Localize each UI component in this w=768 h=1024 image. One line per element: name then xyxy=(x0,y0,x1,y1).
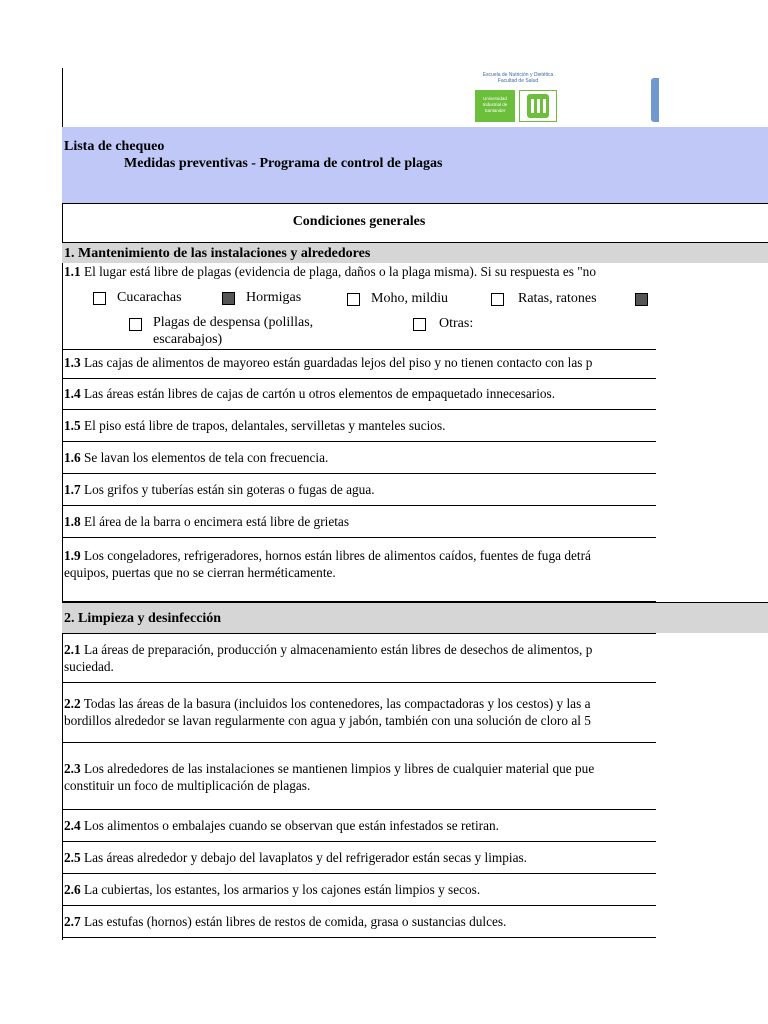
pest-checkbox-cucarachas[interactable] xyxy=(93,292,106,305)
question-text: El lugar está libre de plagas (evidencia de plaga, daños o la plaga misma). Si su respuesta es "no xyxy=(80,264,596,279)
question-number: 1.4 xyxy=(64,386,81,401)
conditions-heading: Condiciones generales xyxy=(292,214,426,229)
header-band xyxy=(62,127,768,204)
question-text: La cubiertas, los estantes, los armarios y los cajones están limpios y secos. xyxy=(80,882,481,897)
pest-label: Otras: xyxy=(439,316,474,331)
question-2-7 xyxy=(62,906,656,938)
question-number: 2.6 xyxy=(64,882,81,897)
question-text-continued: constituir un foco de multiplicación de plagas. xyxy=(64,778,311,793)
logo-school-text: Escuela de Nutrición y Dietética xyxy=(482,72,554,78)
pest-checkbox-hormigas[interactable] xyxy=(222,292,235,305)
question-text-continued: equipos, puertas que no se cierran herméticamente. xyxy=(64,565,336,580)
question-text: Todas las áreas de la basura (incluidos los contenedores, las compactadoras y los cestos) y las a xyxy=(80,696,591,711)
question-number: 1.8 xyxy=(64,514,81,529)
question-text: Los grifos y tuberías están sin goteras o fugas de agua. xyxy=(80,482,375,497)
pest-checkbox-moho[interactable] xyxy=(347,293,360,306)
question-number: 1.1 xyxy=(64,264,81,279)
question-number: 2.7 xyxy=(64,914,81,929)
page-subtitle: Medidas preventivas - Programa de control de plagas xyxy=(124,156,443,171)
question-text-continued: suciedad. xyxy=(64,659,114,674)
question-number: 1.5 xyxy=(64,418,81,433)
question-1-8 xyxy=(62,506,656,538)
pest-label: Cucarachas xyxy=(117,290,182,305)
question-number: 2.5 xyxy=(64,850,81,865)
question-text: Las áreas alrededor y debajo del lavaplatos y del refrigerador están secas y limpias. xyxy=(80,850,527,865)
question-1-7 xyxy=(62,474,656,506)
question-text: El área de la barra o encimera está libre de grietas xyxy=(80,514,349,529)
page-title: Lista de chequeo xyxy=(64,139,165,154)
question-number: 1.6 xyxy=(64,450,81,465)
question-1-4 xyxy=(62,379,656,410)
pest-label: Moho, mildiu xyxy=(371,291,449,306)
question-text: La áreas de preparación, producción y almacenamiento están libres de desechos de alimentos, p xyxy=(80,642,593,657)
pest-checkbox-otras[interactable] xyxy=(413,318,426,331)
question-text-continued: bordillos alrededor se lavan regularmente con agua y jabón, también con una solución de cloro al 5 xyxy=(64,713,591,728)
question-1-5 xyxy=(62,410,656,442)
question-number: 2.4 xyxy=(64,818,81,833)
decorative-tab xyxy=(651,78,659,122)
pest-label: Ratas, ratones xyxy=(518,291,597,306)
uis-emblem-icon xyxy=(519,90,557,122)
question-number: 2.2 xyxy=(64,696,81,711)
question-number: 2.3 xyxy=(64,761,81,776)
question-text: Los alrededores de las instalaciones se mantienen limpios y libres de cualquier material que pue xyxy=(80,761,595,776)
logo-university-block xyxy=(475,90,515,122)
question-2-5 xyxy=(62,842,656,874)
pest-checkbox-ratas[interactable] xyxy=(491,293,504,306)
question-number: 1.9 xyxy=(64,548,81,563)
section-heading-1: 1. Mantenimiento de las instalaciones y alrededores xyxy=(62,242,768,263)
pest-checkbox-despensa[interactable] xyxy=(129,318,142,331)
question-text: Se lavan los elementos de tela con frecuencia. xyxy=(80,450,329,465)
logo-university-text: Universidad Industrial de Santander xyxy=(482,96,508,113)
question-2-2 xyxy=(62,683,656,743)
question-2-6 xyxy=(62,874,656,906)
question-text: Los congeladores, refrigeradores, hornos están libres de alimentos caídos, fuentes de fuga detrá xyxy=(80,548,591,563)
question-2-3 xyxy=(62,743,656,810)
question-2-1 xyxy=(62,633,656,683)
question-2-4 xyxy=(62,810,656,842)
pest-label: Plagas de despensa (polillas, escarabajos) xyxy=(153,315,314,347)
question-1-9 xyxy=(62,538,656,602)
university-logo xyxy=(473,72,563,124)
pest-label: Hormigas xyxy=(246,290,302,305)
question-number: 1.3 xyxy=(64,355,81,370)
pest-checkbox-extra[interactable] xyxy=(635,293,648,306)
question-text: Las estufas (hornos) están libres de restos de comida, grasa o sustancias dulces. xyxy=(80,914,507,929)
question-number: 1.7 xyxy=(64,482,81,497)
section-heading-2: 2. Limpieza y desinfección xyxy=(62,602,768,633)
question-number: 2.1 xyxy=(64,642,81,657)
question-1-6 xyxy=(62,442,656,474)
question-1-3 xyxy=(62,350,656,379)
question-text: Las cajas de alimentos de mayoreo están guardadas lejos del piso y no tienen contacto con las p xyxy=(80,355,593,370)
question-text: El piso está libre de trapos, delantales, servilletas y manteles sucios. xyxy=(80,418,446,433)
logo-faculty-text: Facultad de Salud xyxy=(497,78,539,84)
question-text: Los alimentos o embalajes cuando se observan que están infestados se retiran. xyxy=(80,818,499,833)
question-text: Las áreas están libres de cajas de cartón u otros elementos de empaquetado innecesarios. xyxy=(80,386,556,401)
